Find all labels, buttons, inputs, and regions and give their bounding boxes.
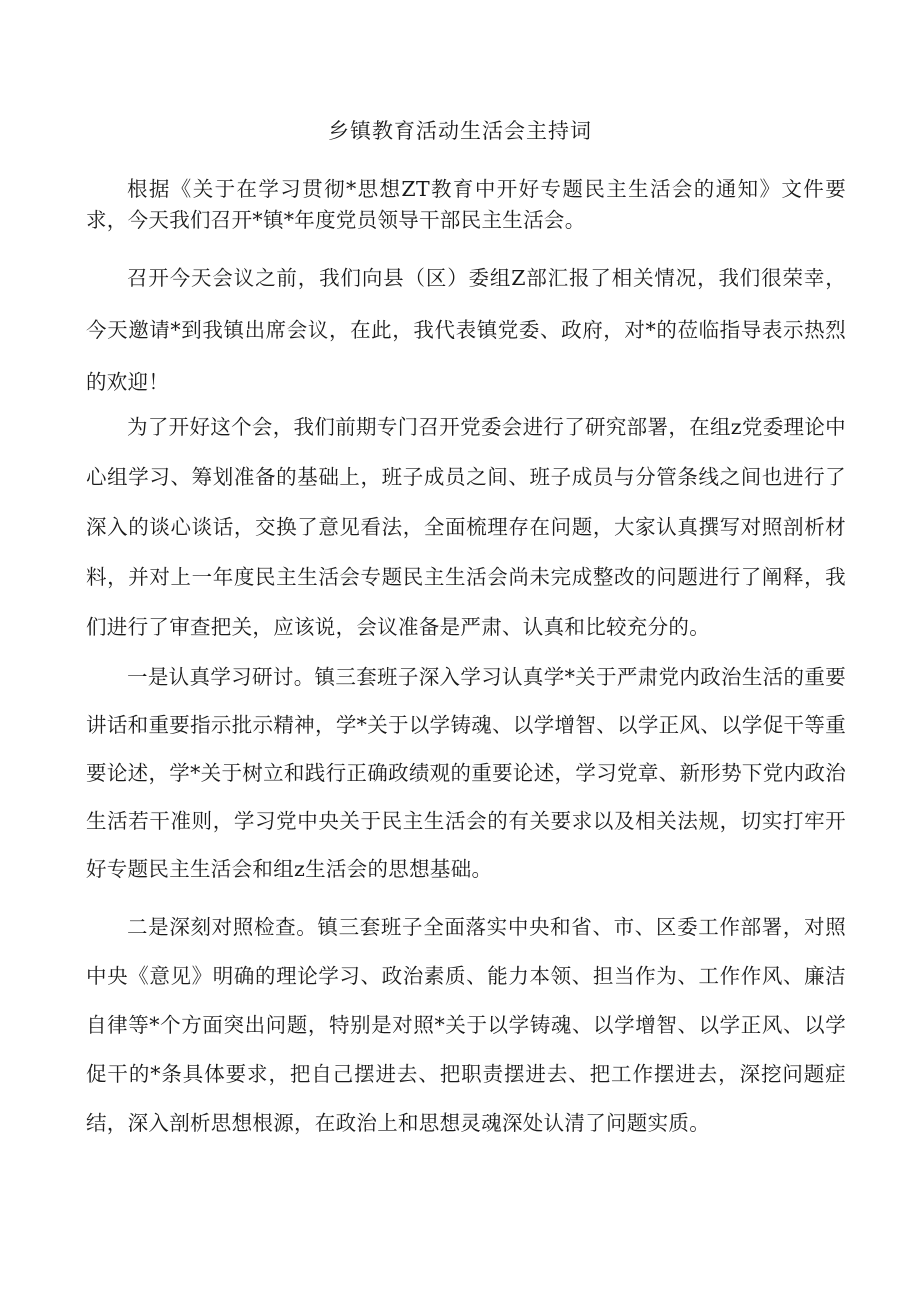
paragraph-4: 一是认真学习研讨。镇三套班子深入学习认真学*关于严肃党内政治生活的重要讲话和重要指示批示精神，学*关于以学铸魂、以学增智、以学正风、以学促干等重要论述，学*关于树立和践行正确政绩观的重要论述，学习党章、新形势下党内政治生活若干准则，学习党中央关于民主生活会的有关要求以及相关法规，切实打牢开好专题民主生活会和组z生活会的思想基础。 [86,665,846,881]
paragraph-1: 根据《关于在学习贯彻*思想ZT教育中开好专题民主生活会的通知》文件要求，今天我们召开*镇*年度党员领导干部民主生活会。 [86,177,846,232]
paragraph-3: 为了开好这个会，我们前期专门召开党委会进行了研究部署，在组z党委理论中心组学习、筹划准备的基础上，班子成员之间、班子成员与分管条线之间也进行了深入的谈心谈话，交换了意见看法，全面梳理存在问题，大家认真撰写对照剖析材料，并对上一年度民主生活会专题民主生活会尚未完成整改的问题进行了阐释，我们进行了审查把关，应该说，会议准备是严肃、认真和比较充分的。 [86,415,846,639]
paragraph-2: 召开今天会议之前，我们向县（区）委组Z部汇报了相关情况，我们很荣幸，今天邀请*到我镇出席会议，在此，我代表镇党委、政府，对*的莅临指导表示热烈的欢迎！ [86,266,846,394]
document-title: 乡镇教育活动生活会主持词 [328,119,592,143]
paragraph-5: 二是深刻对照检查。镇三套班子全面落实中央和省、市、区委工作部署，对照中央《意见》明确的理论学习、政治素质、能力本领、担当作为、工作作风、廉洁自律等*个方面突出问题，特别是对照*关于以学铸魂、以学增智、以学正风、以学促干的*条具体要求，把自己摆进去、把职责摆进去、把工作摆进去，深挖问题症结，深入剖析思想根源，在政治上和思想灵魂深处认清了问题实质。 [86,915,846,1135]
